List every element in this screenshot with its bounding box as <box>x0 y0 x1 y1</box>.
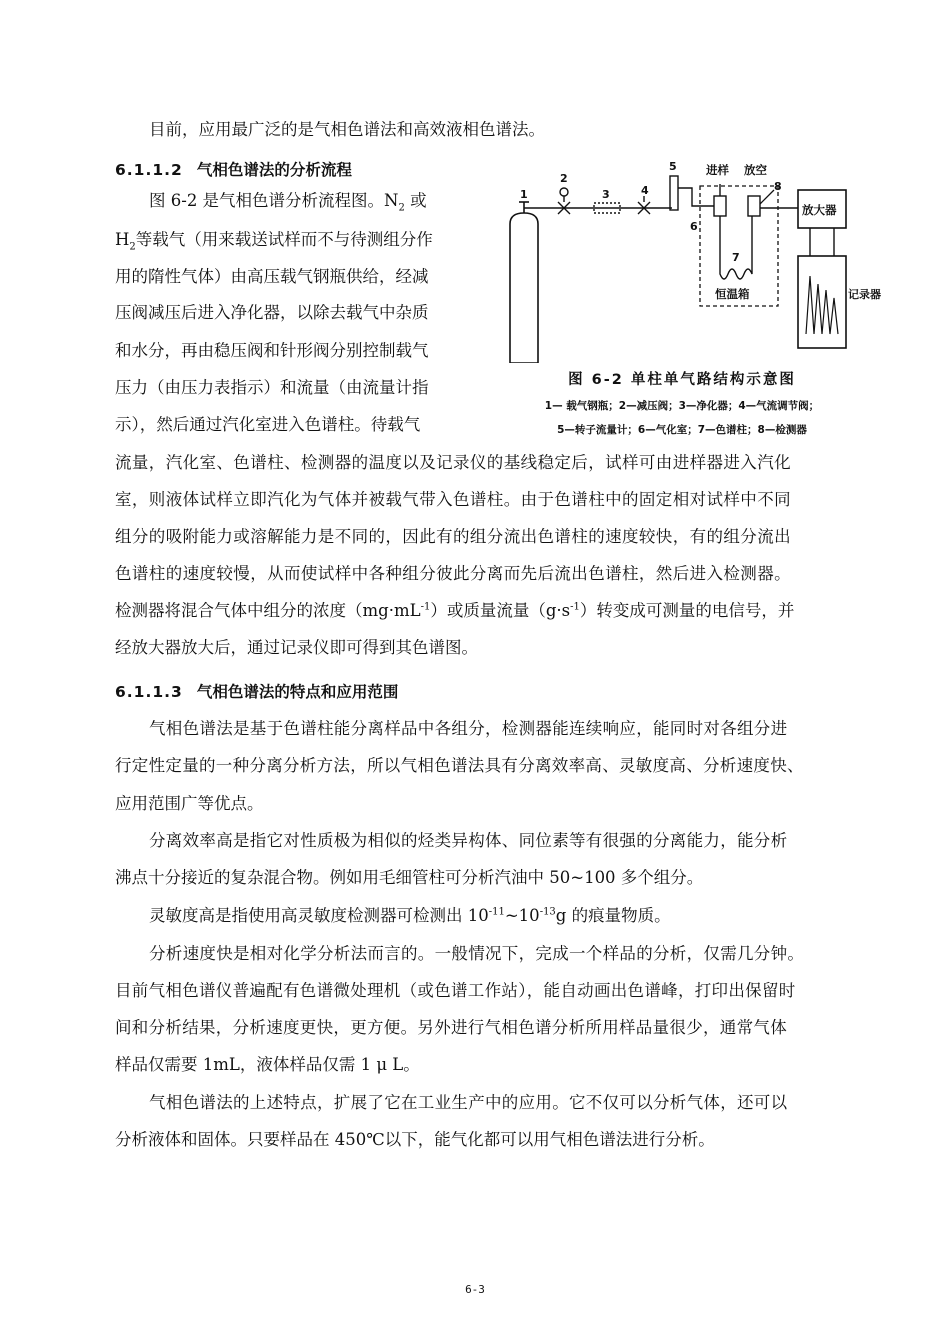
paragraph-line: 应用范围广等优点。 <box>115 794 264 813</box>
intro-paragraph: 目前，应用最广泛的是气相色谱法和高效液相色谱法。 <box>149 120 545 139</box>
paragraph-line: 分析速度快是相对化学分析法而言的。一般情况下，完成一个样品的分析，仅需几分钟。 <box>149 944 805 963</box>
paragraph-line: 室，则液体试样立即汽化为气体并被载气带入色谱柱。由于色谱柱中的固定相对试样中不同 <box>115 490 791 509</box>
paragraph-line: 行定性定量的一种分离分析方法，所以气相色谱法具有分离效率高、灵敏度高、分析速度快、 <box>115 756 804 775</box>
section-title: 气相色谱法的分析流程 <box>196 161 352 179</box>
paragraph-line: 流量，汽化室、色谱柱、检测器的温度以及记录仪的基线稳定后，试样可由进样器进入汽化 <box>115 453 791 472</box>
label-5: 5 <box>669 160 677 173</box>
pressure-reducer-icon <box>558 188 570 214</box>
label-8: 8 <box>774 180 782 193</box>
vent-line <box>760 190 774 204</box>
label-4: 4 <box>641 184 649 197</box>
gas-cylinder-icon <box>510 202 538 363</box>
superscript: -13 <box>539 906 556 918</box>
vent-label: 放空 <box>744 163 767 177</box>
gas-line <box>678 188 714 206</box>
figure-legend-line: 5—转子流量计；6—气化室；7—色谱柱；8—检测器 <box>557 424 807 436</box>
paragraph-line: 组分的吸附能力或溶解能力是不同的，因此有的组分流出色谱柱的速度较快，有的组分流出 <box>115 527 791 546</box>
figure-legend-line: 1— 载气钢瓶；2—减压阀；3—净化器；4—气流调节阀； <box>544 400 820 412</box>
figure-6-2 <box>492 158 882 448</box>
page-number: 6-3 <box>465 1283 485 1296</box>
section-number: 6.1.1.2 <box>115 161 183 179</box>
section-heading-6-1-1-2 <box>115 160 352 180</box>
line-text: ~10 <box>504 906 540 925</box>
paragraph-line: 分析液体和固体。只要样品在 450℃以下，能气化都可以用气相色谱法进行分析。 <box>115 1130 715 1149</box>
paragraph-line: 色谱柱的速度较慢，从而使试样中各种组分彼此分离而先后流出色谱柱，然后进入检测器。 <box>115 564 791 583</box>
label-2: 2 <box>560 172 568 185</box>
label-3: 3 <box>602 188 610 201</box>
detector-icon <box>748 196 760 216</box>
paragraph-line <box>149 191 509 214</box>
line-text: 图 6-2 是气相色谱分析流程图。N <box>149 191 399 210</box>
paragraph-line <box>115 601 794 621</box>
amplifier-label: 放大器 <box>802 203 837 217</box>
superscript: -1 <box>570 601 580 613</box>
paragraph-line: 分离效率高是指它对性质极为相似的烃类异构体、同位素等有很强的分离能力，能分析 <box>149 831 788 850</box>
paragraph-line: 示），然后通过汽化室进入色谱柱。待载气 <box>115 415 421 434</box>
line-text: g 的痕量物质。 <box>555 906 671 925</box>
paragraph-line <box>115 230 475 253</box>
section-heading-6-1-1-3 <box>115 682 398 702</box>
superscript: -1 <box>420 601 431 613</box>
line-text: 灵敏度高是指使用高灵敏度检测器可检测出 10 <box>149 906 489 925</box>
line-text: ）转变成可测量的电信号，并 <box>579 601 795 620</box>
column-icon <box>720 216 752 279</box>
label-7: 7 <box>732 251 740 264</box>
chromatogram-icon <box>806 276 838 334</box>
flow-valve-icon <box>638 196 650 214</box>
paragraph-line: 沸点十分接近的复杂混合物。例如用毛细管柱可分析汽油中 50~100 多个组分。 <box>115 868 704 887</box>
vaporizer-icon <box>714 196 726 216</box>
line-text: H <box>115 230 130 249</box>
section-title: 气相色谱法的特点和应用范围 <box>196 683 399 701</box>
paragraph-line: 压阀减压后进入净化器，以除去载气中杂质 <box>115 303 429 322</box>
line-text: ）或质量流量（g·s <box>430 601 571 620</box>
paragraph-line: 气相色谱法是基于色谱柱能分离样品中各组分，检测器能连续响应，能同时对各组分进 <box>149 719 788 738</box>
paragraph-line <box>149 906 671 926</box>
gc-flow-diagram <box>492 158 882 363</box>
line-text: 等载气（用来载送试样而不与待测组分作 <box>135 230 433 249</box>
line-text: 检测器将混合气体中组分的浓度（mg·mL <box>115 601 421 620</box>
section-number: 6.1.1.3 <box>115 683 183 701</box>
paragraph-line: 样品仅需要 1mL，液体样品仅需 1 μ L。 <box>115 1055 420 1074</box>
paragraph-line: 目前气相色谱仪普遍配有色谱微处理机（或色谱工作站），能自动画出色谱峰，打印出保留时 <box>115 981 796 1000</box>
line-text: 或 <box>404 191 427 210</box>
label-1: 1 <box>520 188 528 201</box>
paragraph-line: 气相色谱法的上述特点，扩展了它在工业生产中的应用。它不仅可以分析气体，还可以 <box>149 1093 788 1112</box>
recorder-box <box>798 256 846 348</box>
inject-label: 进样 <box>706 163 729 177</box>
paragraph-line: 用的隋性气体）由高压载气钢瓶供给，经减 <box>115 267 429 286</box>
label-6: 6 <box>690 220 698 233</box>
rotameter-icon <box>670 176 678 210</box>
paragraph-line: 经放大器放大后，通过记录仪即可得到其色谱图。 <box>115 638 478 657</box>
paragraph-line: 和水分，再由稳压阀和针形阀分别控制载气 <box>115 341 429 360</box>
paragraph-line: 压力（由压力表指示）和流量（由流量计指 <box>115 378 429 397</box>
subscript: 2 <box>129 241 136 253</box>
oven-label: 恒温箱 <box>715 287 750 301</box>
figure-caption: 图 6-2 单柱单气路结构示意图 <box>568 372 796 388</box>
paragraph-line: 间和分析结果，分析速度更快，更方便。另外进行气相色谱分析所用样品量很少，通常气体 <box>115 1018 787 1037</box>
recorder-label: 记录器 <box>848 288 881 301</box>
superscript: -11 <box>488 906 505 918</box>
subscript: 2 <box>398 202 405 214</box>
